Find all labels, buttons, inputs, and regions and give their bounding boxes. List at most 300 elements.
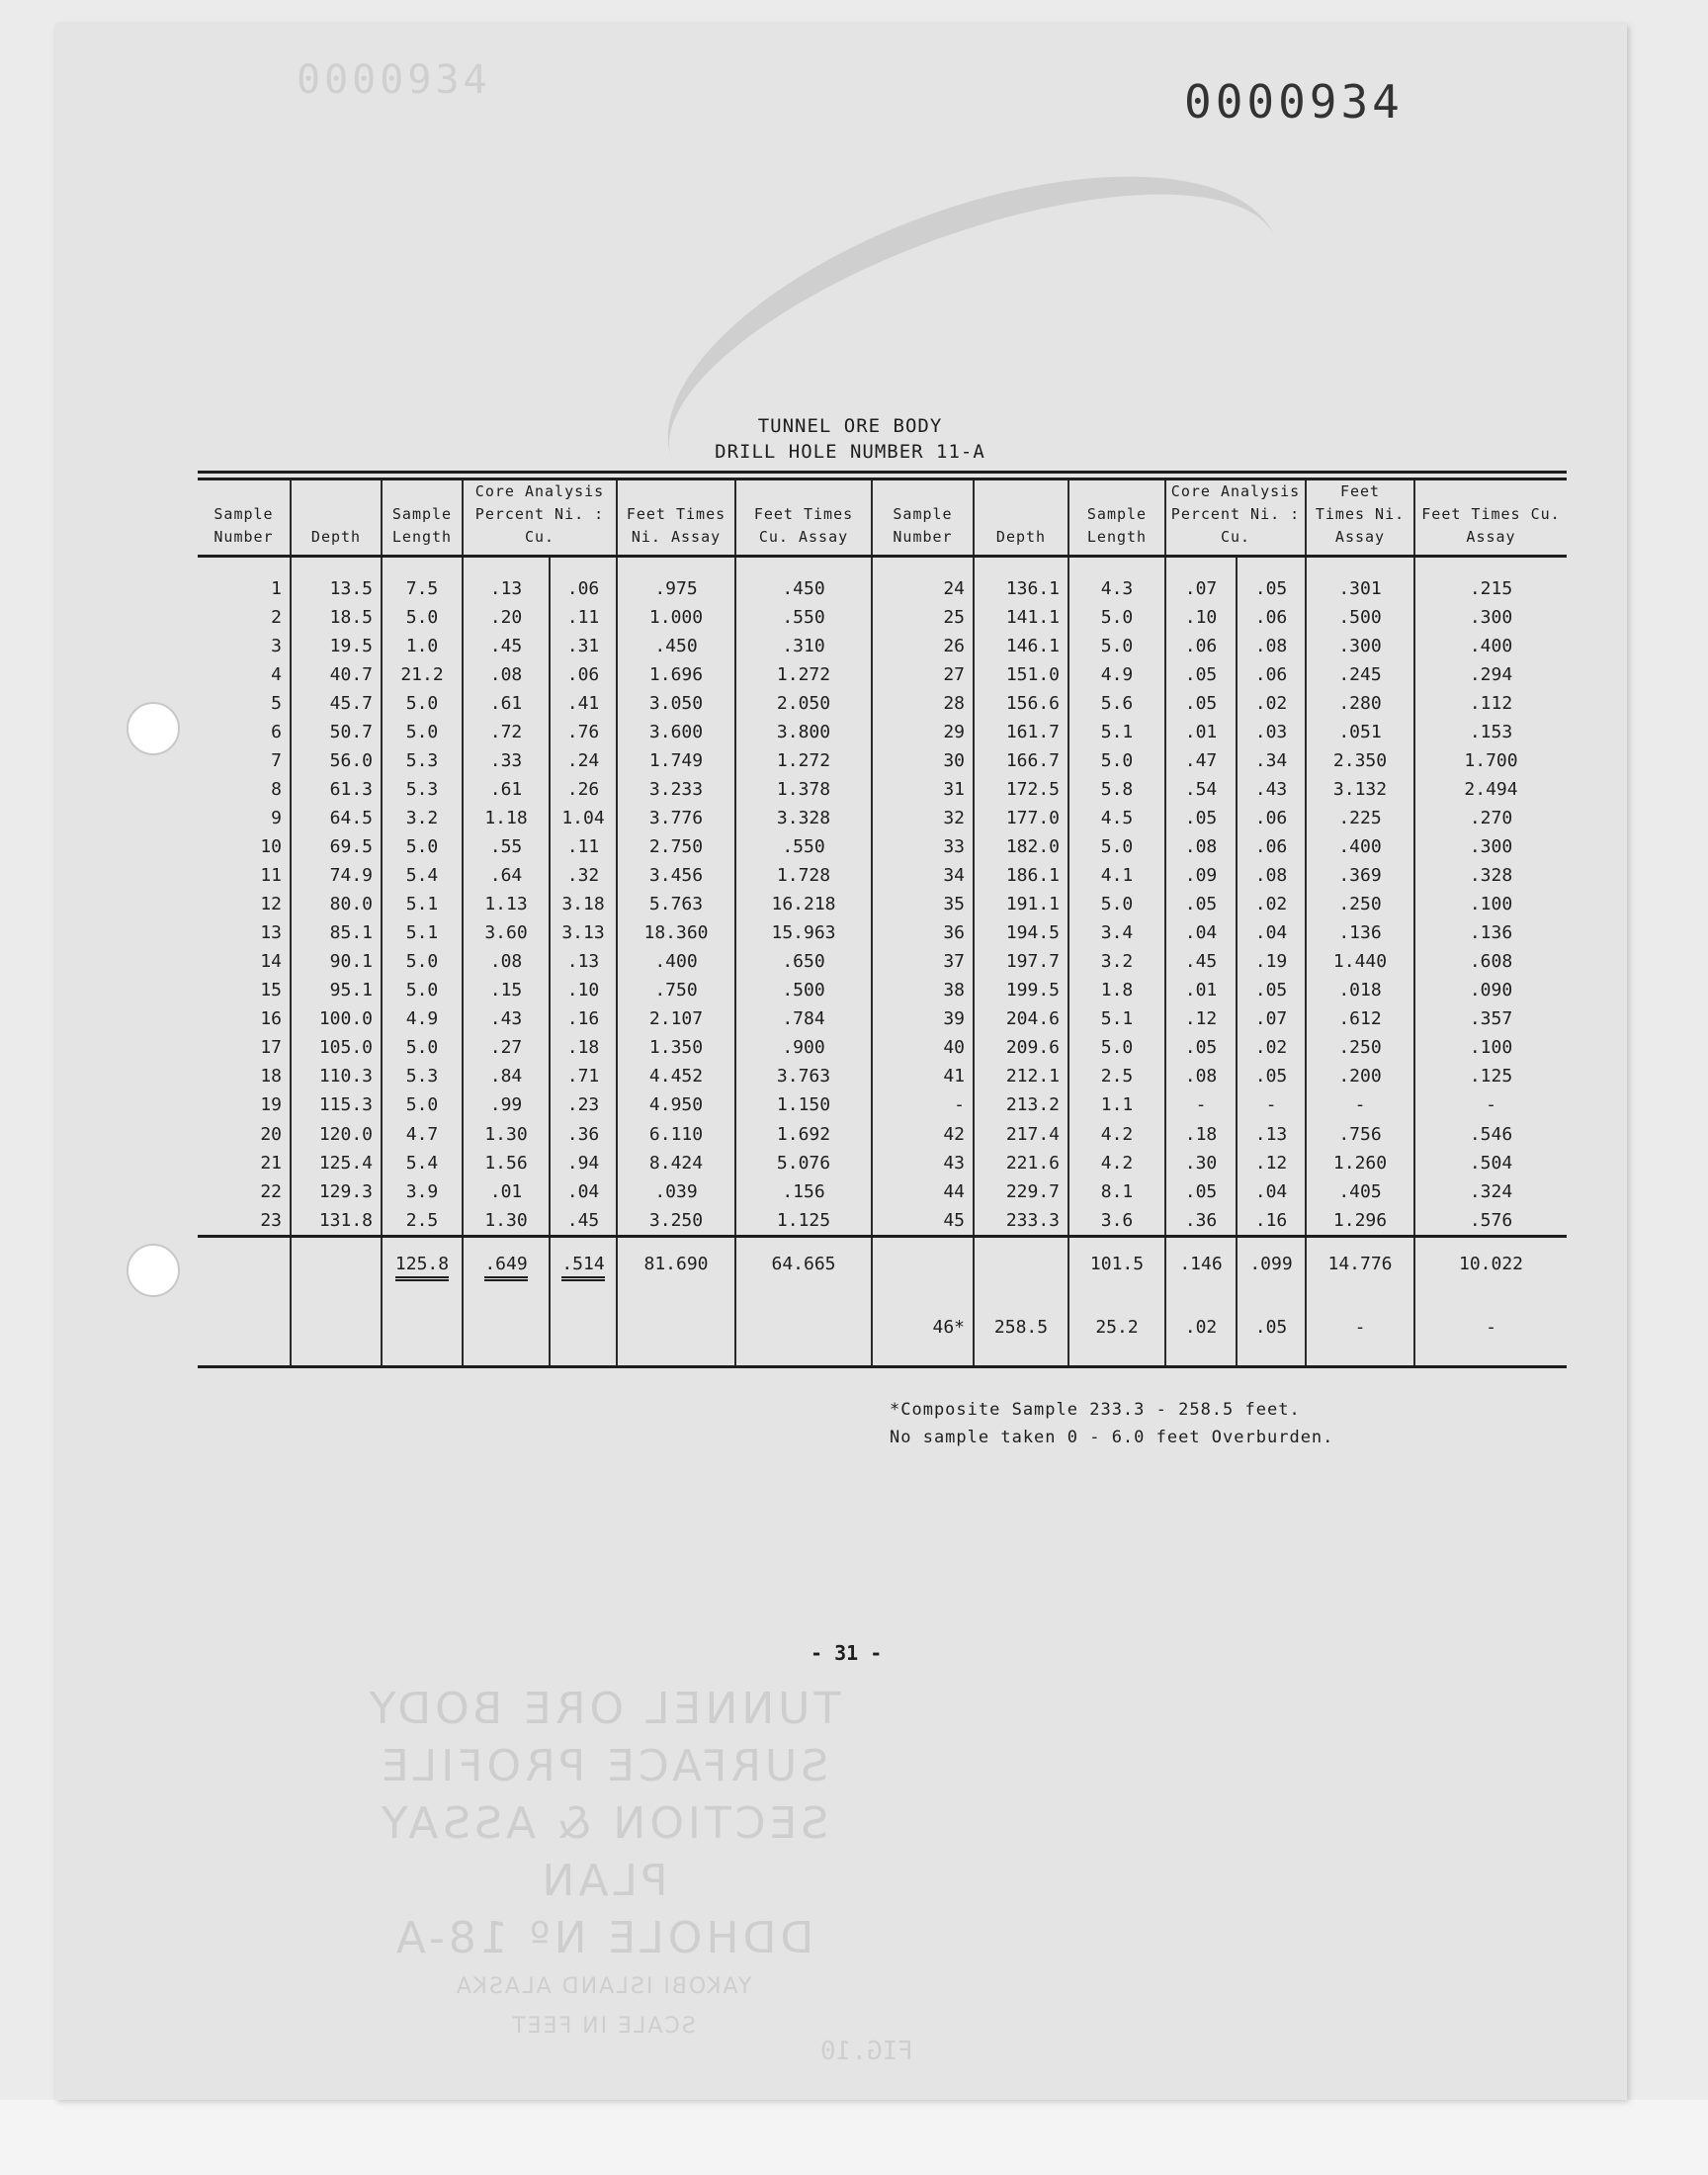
cell-right-depth: 141.1 — [974, 603, 1068, 632]
cell-right-feet-times-cu: .112 — [1414, 689, 1567, 718]
cell-right-cu-percent: .06 — [1237, 660, 1306, 689]
cell-right-sample-number: 43 — [872, 1149, 974, 1177]
cell-right-depth: 172.5 — [974, 775, 1068, 804]
cell-right-sample-number: 29 — [872, 718, 974, 746]
cell-right-feet-times-ni: .225 — [1306, 804, 1414, 832]
cell-left-ni-percent: .08 — [463, 948, 550, 977]
cell-left-feet-times-cu: 1.692 — [735, 1120, 872, 1149]
cell-right-feet-times-ni: .300 — [1306, 632, 1414, 660]
cell-left-feet-times-ni: 3.600 — [617, 718, 735, 746]
cell-right-depth: 199.5 — [974, 977, 1068, 1005]
cell-right-depth: 221.6 — [974, 1149, 1068, 1177]
total-cu-right: .099 — [1237, 1237, 1306, 1290]
cell-left-ni-percent: 1.30 — [463, 1120, 550, 1149]
cell-right-sample-length: 4.1 — [1068, 861, 1165, 890]
composite-feet-ni: - — [1306, 1290, 1414, 1367]
cell-right-ni-percent: - — [1165, 1091, 1237, 1120]
cell-right-sample-number: 40 — [872, 1034, 974, 1063]
cell-right-feet-times-cu: .300 — [1414, 603, 1567, 632]
punch-hole-lower — [127, 1244, 180, 1297]
table-row — [198, 718, 1567, 746]
cell-left-sample-number: 12 — [260, 894, 282, 915]
cell-left-feet-times-ni: 3.233 — [617, 775, 735, 804]
table-row — [198, 603, 1567, 632]
cell-left-depth: 115.3 — [291, 1091, 382, 1120]
cell-right-cu-percent: .06 — [1237, 804, 1306, 832]
cell-left-cu-percent: .24 — [550, 746, 617, 775]
cell-right-sample-number: 45 — [872, 1206, 974, 1237]
cell-left-ni-percent: .61 — [463, 775, 550, 804]
table-spacer-row — [198, 557, 1567, 574]
cell-left-depth: 129.3 — [291, 1177, 382, 1206]
cell-left-sample-length: 5.3 — [382, 1063, 463, 1091]
cell-left-sample-number: 15 — [260, 980, 282, 1001]
cell-right-ni-percent: .45 — [1165, 948, 1237, 977]
composite-ni: .02 — [1165, 1290, 1237, 1367]
table-row — [198, 660, 1567, 689]
cell-right-sample-number: 42 — [872, 1120, 974, 1149]
table-row — [198, 1177, 1567, 1206]
cell-left-ni-percent: .08 — [463, 660, 550, 689]
table-top-rule — [198, 473, 1567, 479]
cell-right-ni-percent: .30 — [1165, 1149, 1237, 1177]
cell-left-feet-times-ni: .750 — [617, 977, 735, 1005]
punch-hole-upper — [127, 702, 180, 755]
bleed-through-number: 0000934 — [297, 57, 491, 103]
cell-left-feet-times-ni: 4.950 — [617, 1091, 735, 1120]
cell-left-feet-times-ni: .039 — [617, 1177, 735, 1206]
cell-right-depth: 212.1 — [974, 1063, 1068, 1091]
cell-left-depth: 40.7 — [291, 660, 382, 689]
cell-right-sample-number: 32 — [872, 804, 974, 832]
cell-right-cu-percent: .12 — [1237, 1149, 1306, 1177]
cell-left-ni-percent: 1.56 — [463, 1149, 550, 1177]
cell-left-cu-percent: .04 — [550, 1177, 617, 1206]
cell-left-depth: 125.4 — [291, 1149, 382, 1177]
cell-right-sample-number: 31 — [872, 775, 974, 804]
cell-right-feet-times-ni: .369 — [1306, 861, 1414, 890]
cell-right-cu-percent: .43 — [1237, 775, 1306, 804]
cell-left-ni-percent: .15 — [463, 977, 550, 1005]
header-sample-length: Sample Length — [382, 479, 463, 557]
cell-right-feet-times-ni: .500 — [1306, 603, 1414, 632]
cell-right-feet-times-ni: 3.132 — [1306, 775, 1414, 804]
cell-left-sample-number: 18 — [260, 1066, 282, 1088]
cell-left-depth: 85.1 — [291, 918, 382, 947]
cell-left-cu-percent: .36 — [550, 1120, 617, 1149]
cell-right-feet-times-ni: .756 — [1306, 1120, 1414, 1149]
cell-left-feet-times-cu: 3.763 — [735, 1063, 872, 1091]
cell-right-feet-times-ni: 2.350 — [1306, 746, 1414, 775]
cell-left-feet-times-ni: 3.776 — [617, 804, 735, 832]
cell-right-feet-times-cu: .215 — [1414, 574, 1567, 603]
cell-right-ni-percent: .18 — [1165, 1120, 1237, 1149]
bleed-line-1: TUNNEL ORE BODY — [365, 1684, 841, 1734]
cell-left-sample-number: 6 — [271, 721, 282, 742]
cell-left-feet-times-ni: 1.749 — [617, 746, 735, 775]
cell-left-sample-number: 22 — [260, 1180, 282, 1202]
cell-right-feet-times-ni: .405 — [1306, 1177, 1414, 1206]
cell-left-feet-times-ni: 3.456 — [617, 861, 735, 890]
header-sample-number: Sample Number — [198, 479, 291, 557]
cell-left-sample-number: 13 — [260, 922, 282, 944]
cell-right-sample-number: 34 — [872, 861, 974, 890]
cell-left-ni-percent: .27 — [463, 1034, 550, 1063]
table-header-row — [198, 479, 1567, 557]
cell-right-ni-percent: .08 — [1165, 1063, 1237, 1091]
cell-right-cu-percent: .03 — [1237, 718, 1306, 746]
cell-left-depth: 80.0 — [291, 890, 382, 918]
cell-left-sample-length: 3.2 — [382, 804, 463, 832]
cell-left-cu-percent: 3.18 — [550, 890, 617, 918]
cell-left-feet-times-cu: 16.218 — [735, 890, 872, 918]
header-core-analysis-right: Core Analysis Percent Ni. : Cu. — [1165, 479, 1306, 557]
cell-right-cu-percent: .05 — [1237, 574, 1306, 603]
cell-right-depth: 229.7 — [974, 1177, 1068, 1206]
cell-right-feet-times-cu: - — [1414, 1091, 1567, 1120]
cell-left-feet-times-cu: .784 — [735, 1005, 872, 1034]
cell-left-ni-percent: .45 — [463, 632, 550, 660]
cell-left-sample-length: 5.4 — [382, 1149, 463, 1177]
composite-cu: .05 — [1237, 1290, 1306, 1367]
cell-left-ni-percent: .61 — [463, 689, 550, 718]
assay-table — [198, 471, 1567, 1368]
cell-left-feet-times-cu: 1.378 — [735, 775, 872, 804]
table-row — [198, 918, 1567, 947]
table-title: TUNNEL ORE BODY — [757, 415, 943, 437]
cell-right-feet-times-cu: .270 — [1414, 804, 1567, 832]
cell-right-cu-percent: .05 — [1237, 1063, 1306, 1091]
cell-left-feet-times-cu: 1.150 — [735, 1091, 872, 1120]
cell-left-sample-length: 5.3 — [382, 746, 463, 775]
page-number: - 31 - — [811, 1641, 883, 1665]
cell-right-ni-percent: .05 — [1165, 1034, 1237, 1063]
cell-left-sample-number: 2 — [271, 606, 282, 628]
cell-right-sample-number: - — [872, 1091, 974, 1120]
cell-right-depth: 217.4 — [974, 1120, 1068, 1149]
cell-left-sample-length: 5.0 — [382, 1091, 463, 1120]
cell-right-ni-percent: .54 — [1165, 775, 1237, 804]
cell-left-cu-percent: .18 — [550, 1034, 617, 1063]
cell-right-depth: 209.6 — [974, 1034, 1068, 1063]
cell-left-depth: 45.7 — [291, 689, 382, 718]
cell-left-feet-times-cu: .900 — [735, 1034, 872, 1063]
cell-right-ni-percent: .01 — [1165, 718, 1237, 746]
cell-right-feet-times-ni: .280 — [1306, 689, 1414, 718]
cell-left-sample-number: 11 — [260, 865, 282, 887]
cell-left-feet-times-ni: .450 — [617, 632, 735, 660]
cell-left-feet-times-ni: 4.452 — [617, 1063, 735, 1091]
cell-left-sample-number: 17 — [260, 1037, 282, 1059]
cell-right-depth: 213.2 — [974, 1091, 1068, 1120]
cell-right-cu-percent: .05 — [1237, 977, 1306, 1005]
cell-left-sample-number: 20 — [260, 1123, 282, 1145]
cell-left-sample-length: 5.3 — [382, 775, 463, 804]
table-row — [198, 832, 1567, 861]
cell-right-feet-times-ni: .301 — [1306, 574, 1414, 603]
composite-feet-cu: - — [1414, 1290, 1567, 1367]
cell-right-sample-number: 26 — [872, 632, 974, 660]
cell-left-cu-percent: .06 — [550, 660, 617, 689]
cell-left-feet-times-ni: 1.350 — [617, 1034, 735, 1063]
header-depth-right: Depth — [974, 479, 1068, 557]
header-feet-times-ni: Feet Times Ni. Assay — [617, 479, 735, 557]
cell-right-feet-times-cu: .400 — [1414, 632, 1567, 660]
cell-right-depth: 204.6 — [974, 1005, 1068, 1034]
cell-left-feet-times-cu: 3.800 — [735, 718, 872, 746]
cell-left-cu-percent: .16 — [550, 1005, 617, 1034]
cell-right-sample-length: 4.9 — [1068, 660, 1165, 689]
cell-left-feet-times-cu: .450 — [735, 574, 872, 603]
cell-left-sample-length: 4.7 — [382, 1120, 463, 1149]
cell-left-cu-percent: 1.04 — [550, 804, 617, 832]
cell-right-feet-times-cu: .136 — [1414, 918, 1567, 947]
cell-left-depth: 100.0 — [291, 1005, 382, 1034]
bleed-line-3: SECTION & ASSAY PLAN — [377, 1798, 829, 1906]
cell-left-sample-length: 5.0 — [382, 832, 463, 861]
cell-right-feet-times-ni: - — [1306, 1091, 1414, 1120]
cell-right-ni-percent: .10 — [1165, 603, 1237, 632]
cell-right-cu-percent: .04 — [1237, 1177, 1306, 1206]
cell-right-cu-percent: .02 — [1237, 1034, 1306, 1063]
cell-left-sample-number: 16 — [260, 1008, 282, 1030]
cell-left-feet-times-ni: 3.050 — [617, 689, 735, 718]
cell-left-sample-length: 1.0 — [382, 632, 463, 660]
cell-right-sample-length: 5.6 — [1068, 689, 1165, 718]
cell-left-cu-percent: 3.13 — [550, 918, 617, 947]
cell-left-sample-number: 10 — [260, 836, 282, 858]
cell-left-depth: 90.1 — [291, 948, 382, 977]
header-depth: Depth — [291, 479, 382, 557]
cell-right-sample-length: 4.5 — [1068, 804, 1165, 832]
cell-left-ni-percent: .43 — [463, 1005, 550, 1034]
bleed-line-6: SCALE IN FEET — [510, 2014, 696, 2039]
cell-right-depth: 151.0 — [974, 660, 1068, 689]
cell-right-sample-number: 41 — [872, 1063, 974, 1091]
cell-right-cu-percent: .19 — [1237, 948, 1306, 977]
cell-left-sample-number: 23 — [260, 1209, 282, 1231]
cell-left-depth: 18.5 — [291, 603, 382, 632]
cell-right-feet-times-cu: .294 — [1414, 660, 1567, 689]
header-feet-times-ni-right: Feet Times Ni. Assay — [1306, 479, 1414, 557]
cell-right-sample-length: 5.8 — [1068, 775, 1165, 804]
cell-left-sample-length: 5.0 — [382, 689, 463, 718]
cell-right-feet-times-cu: .300 — [1414, 832, 1567, 861]
total-feet-ni-left: 81.690 — [617, 1237, 735, 1290]
cell-left-sample-length: 5.0 — [382, 948, 463, 977]
bleed-line-2: SURFACE PROFILE — [377, 1741, 829, 1791]
cell-right-depth: 161.7 — [974, 718, 1068, 746]
cell-left-sample-length: 3.9 — [382, 1177, 463, 1206]
table-row — [198, 804, 1567, 832]
cell-left-depth: 131.8 — [291, 1206, 382, 1237]
cell-right-sample-number: 27 — [872, 660, 974, 689]
table-subtitle: DRILL HOLE NUMBER 11-A — [715, 441, 985, 463]
cell-right-sample-number: 38 — [872, 977, 974, 1005]
cell-left-depth: 19.5 — [291, 632, 382, 660]
cell-right-sample-length: 4.3 — [1068, 574, 1165, 603]
cell-left-feet-times-cu: 1.272 — [735, 746, 872, 775]
cell-left-depth: 56.0 — [291, 746, 382, 775]
cell-left-sample-number: 14 — [260, 951, 282, 973]
cell-left-feet-times-cu: 2.050 — [735, 689, 872, 718]
cell-left-sample-length: 5.4 — [382, 861, 463, 890]
cell-left-depth: 110.3 — [291, 1063, 382, 1091]
cell-right-feet-times-ni: .136 — [1306, 918, 1414, 947]
cell-right-ni-percent: .05 — [1165, 689, 1237, 718]
cell-right-cu-percent: .16 — [1237, 1206, 1306, 1237]
cell-right-depth: 136.1 — [974, 574, 1068, 603]
cell-right-ni-percent: .05 — [1165, 1177, 1237, 1206]
cell-left-depth: 120.0 — [291, 1120, 382, 1149]
cell-left-ni-percent: .13 — [463, 574, 550, 603]
cell-right-feet-times-cu: .153 — [1414, 718, 1567, 746]
cell-right-sample-length: 3.2 — [1068, 948, 1165, 977]
cell-right-sample-number: 28 — [872, 689, 974, 718]
table-row — [198, 1063, 1567, 1091]
cell-right-ni-percent: .01 — [1165, 977, 1237, 1005]
cell-left-cu-percent: .76 — [550, 718, 617, 746]
table-row — [198, 1206, 1567, 1237]
cell-left-feet-times-ni: 1.696 — [617, 660, 735, 689]
cell-left-feet-times-ni: 3.250 — [617, 1206, 735, 1237]
cell-right-feet-times-cu: 1.700 — [1414, 746, 1567, 775]
cell-left-sample-length: 4.9 — [382, 1005, 463, 1034]
cell-right-depth: 166.7 — [974, 746, 1068, 775]
composite-length: 25.2 — [1068, 1290, 1165, 1367]
cell-right-sample-length: 5.0 — [1068, 1034, 1165, 1063]
cell-left-feet-times-cu: 5.076 — [735, 1149, 872, 1177]
cell-left-depth: 105.0 — [291, 1034, 382, 1063]
cell-right-cu-percent: .04 — [1237, 918, 1306, 947]
cell-left-sample-length: 5.1 — [382, 890, 463, 918]
cell-left-feet-times-ni: 2.750 — [617, 832, 735, 861]
cell-left-sample-number: 3 — [271, 635, 282, 656]
table-row — [198, 948, 1567, 977]
cell-right-sample-number: 24 — [872, 574, 974, 603]
cell-left-ni-percent: .55 — [463, 832, 550, 861]
cell-right-ni-percent: .05 — [1165, 804, 1237, 832]
cell-right-cu-percent: .13 — [1237, 1120, 1306, 1149]
cell-right-ni-percent: .12 — [1165, 1005, 1237, 1034]
cell-left-cu-percent: .32 — [550, 861, 617, 890]
cell-right-feet-times-cu: 2.494 — [1414, 775, 1567, 804]
table-row — [198, 632, 1567, 660]
table-row — [198, 1149, 1567, 1177]
cell-right-feet-times-cu: .328 — [1414, 861, 1567, 890]
cell-left-feet-times-ni: .400 — [617, 948, 735, 977]
cell-right-cu-percent: .02 — [1237, 689, 1306, 718]
cell-right-feet-times-cu: .125 — [1414, 1063, 1567, 1091]
cell-left-depth: 50.7 — [291, 718, 382, 746]
cell-left-sample-length: 5.0 — [382, 603, 463, 632]
cell-right-sample-number: 44 — [872, 1177, 974, 1206]
cell-right-depth: 182.0 — [974, 832, 1068, 861]
cell-right-cu-percent: .08 — [1237, 861, 1306, 890]
cell-left-feet-times-ni: 18.360 — [617, 918, 735, 947]
cell-right-cu-percent: .06 — [1237, 832, 1306, 861]
cell-left-ni-percent: .84 — [463, 1063, 550, 1091]
cell-right-sample-length: 5.1 — [1068, 1005, 1165, 1034]
cell-left-ni-percent: .01 — [463, 1177, 550, 1206]
cell-left-feet-times-ni: 8.424 — [617, 1149, 735, 1177]
cell-left-depth: 74.9 — [291, 861, 382, 890]
total-feet-ni-right: 14.776 — [1306, 1237, 1414, 1290]
cell-left-feet-times-cu: .156 — [735, 1177, 872, 1206]
header-feet-times-cu-right: Feet Times Cu. Assay — [1414, 479, 1567, 557]
header-sample-length-right: Sample Length — [1068, 479, 1165, 557]
total-feet-cu-left: 64.665 — [735, 1237, 872, 1290]
cell-left-depth: 95.1 — [291, 977, 382, 1005]
cell-left-ni-percent: .64 — [463, 861, 550, 890]
cell-left-ni-percent: .99 — [463, 1091, 550, 1120]
cell-left-sample-length: 5.1 — [382, 918, 463, 947]
cell-left-cu-percent: .31 — [550, 632, 617, 660]
cell-right-sample-number: 35 — [872, 890, 974, 918]
cell-left-cu-percent: .11 — [550, 832, 617, 861]
bleed-through-figure-label: FIG.10 — [820, 2037, 913, 2066]
cell-left-feet-times-ni: 1.000 — [617, 603, 735, 632]
cell-right-cu-percent: - — [1237, 1091, 1306, 1120]
cell-right-depth: 186.1 — [974, 861, 1068, 890]
cell-left-sample-number: 21 — [260, 1152, 282, 1174]
cell-right-feet-times-cu: .090 — [1414, 977, 1567, 1005]
cell-left-feet-times-ni: .975 — [617, 574, 735, 603]
total-length-left: 125.8 — [382, 1237, 463, 1290]
total-feet-cu-right: 10.022 — [1414, 1237, 1567, 1290]
table-row — [198, 977, 1567, 1005]
cell-left-sample-length: 5.0 — [382, 1034, 463, 1063]
cell-left-cu-percent: .13 — [550, 948, 617, 977]
cell-right-sample-length: 4.2 — [1068, 1120, 1165, 1149]
cell-left-sample-number: 9 — [271, 808, 282, 829]
cell-left-ni-percent: .72 — [463, 718, 550, 746]
cell-right-sample-number: 30 — [872, 746, 974, 775]
cell-right-ni-percent: .05 — [1165, 890, 1237, 918]
cell-right-feet-times-ni: .018 — [1306, 977, 1414, 1005]
cell-right-feet-times-cu: .504 — [1414, 1149, 1567, 1177]
cell-right-feet-times-ni: .250 — [1306, 1034, 1414, 1063]
cell-right-depth: 177.0 — [974, 804, 1068, 832]
table-row — [198, 775, 1567, 804]
cell-right-cu-percent: .08 — [1237, 632, 1306, 660]
cell-right-feet-times-cu: .546 — [1414, 1120, 1567, 1149]
cell-left-feet-times-cu: 1.728 — [735, 861, 872, 890]
cell-right-feet-times-ni: .051 — [1306, 718, 1414, 746]
cell-right-depth: 156.6 — [974, 689, 1068, 718]
table-row — [198, 1120, 1567, 1149]
cell-right-sample-length: 2.5 — [1068, 1063, 1165, 1091]
cell-left-sample-length: 21.2 — [382, 660, 463, 689]
cell-left-ni-percent: 1.13 — [463, 890, 550, 918]
header-core-analysis: Core Analysis Percent Ni. : Cu. — [463, 479, 617, 557]
cell-right-feet-times-ni: .612 — [1306, 1005, 1414, 1034]
cell-left-sample-number: 4 — [271, 663, 282, 685]
cell-right-sample-number: 39 — [872, 1005, 974, 1034]
document-number: 0000934 — [1184, 75, 1404, 129]
cell-right-ni-percent: .07 — [1165, 574, 1237, 603]
footnote-overburden: No sample taken 0 - 6.0 feet Overburden. — [890, 1428, 1334, 1447]
cell-right-sample-length: 5.0 — [1068, 603, 1165, 632]
cell-left-depth: 61.3 — [291, 775, 382, 804]
cell-left-sample-number: 5 — [271, 692, 282, 714]
cell-right-feet-times-cu: .357 — [1414, 1005, 1567, 1034]
cell-left-cu-percent: .23 — [550, 1091, 617, 1120]
cell-right-depth: 197.7 — [974, 948, 1068, 977]
bleed-line-4: DDHOLE Nº 18-A — [391, 1913, 814, 1963]
cell-right-depth: 191.1 — [974, 890, 1068, 918]
cell-right-ni-percent: .36 — [1165, 1206, 1237, 1237]
